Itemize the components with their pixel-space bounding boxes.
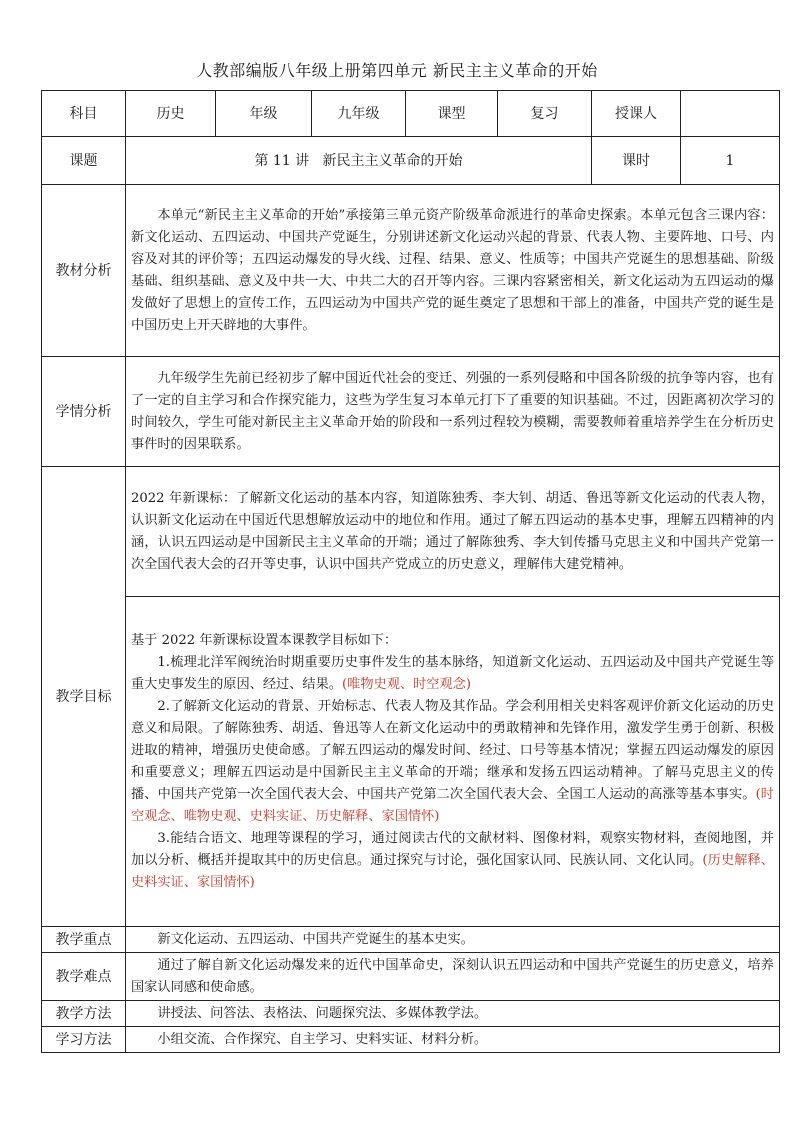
objectives-intro: 基于 2022 年新课标设置本课教学目标如下：: [131, 632, 398, 648]
class-hours-value: 1: [681, 137, 780, 185]
student-analysis-row: [42, 357, 780, 467]
difficulties-text: 通过了解自新文化运动爆发来的近代中国革命史，深刻认识五四运动和中国共产党诞生的历史意义，培养国家认同感和使命感。: [126, 953, 780, 1001]
class-hours-label: 课时: [592, 137, 681, 185]
teaching-methods-text: 讲授法、问答法、表格法、问题探究法、多媒体教学法。: [126, 1001, 780, 1027]
topic-row: [42, 137, 780, 185]
student-analysis-label: 学情分析: [42, 357, 126, 467]
textbook-analysis-row: [42, 185, 780, 357]
learning-methods-row: [42, 1027, 780, 1053]
objectives-row: [42, 597, 780, 927]
lesson-plan-table: [41, 90, 780, 1053]
learning-methods-label: 学习方法: [42, 1027, 126, 1053]
objective-item: [131, 652, 774, 696]
grade-value: 九年级: [312, 91, 406, 137]
lesson-type-label: 课型: [406, 91, 498, 137]
curriculum-standard-text: 2022 年新课标：了解新文化运动的基本内容，知道陈独秀、李大钊、胡适、鲁迅等新文化运动的代表人物，认识新文化运动在中国近代思想解放运动中的地位和作用。通过了解五四运动的基本史事，理解五四精神的内涵，认识五四运动是中国新民主主义革命的开端；通过了解陈独秀、李大钊传播马克思主义和中国共产党第一次全国代表大会的召开等史事，认识中国共产党成立的历史意义，理解伟大建党精神。: [126, 467, 780, 597]
objective-text: 1.梳理北洋军阀统治时期重要历史事件发生的基本脉络，知道新文化运动、五四运动及中国共产党诞生等重大史事发生的原因、经过、结果。: [131, 654, 774, 692]
lesson-type-value: 复习: [498, 91, 592, 137]
document-title: 人教部编版八年级上册第四单元 新民主主义革命的开始: [196, 61, 598, 80]
learning-methods-text: 小组交流、合作探究、自主学习、史料实证、材料分析。: [126, 1027, 780, 1053]
teacher-value: [681, 91, 780, 137]
student-analysis-text: 九年级学生先前已经初步了解中国近代社会的变迁、列强的一系列侵略和中国各阶级的抗争等内容，也有了一定的自主学习和合作探究能力，这些为学生复习本单元打下了重要的知识基础。不过，因距离初次学习的时间较久，学生可能对新民主主义革命开始的阶段和一系列过程较为模糊，需要教师着重培养学生在分析历史事件时的因果联系。: [126, 357, 780, 467]
key-points-label: 教学重点: [42, 927, 126, 953]
objective-text: 3.能结合语文、地理等课程的学习，通过阅读古代的文献材料、图像材料，观察实物材料，查阅地图，并加以分析、概括并提取其中的历史信息。通过探究与讨论，强化国家认同、民族认同、文化认同。: [131, 830, 774, 868]
objectives-content: [126, 597, 780, 927]
core-literacy-tag: (唯物史观、时空观念): [342, 676, 471, 692]
subject-label: 科目: [42, 91, 126, 137]
objectives-label: 教学目标: [42, 467, 126, 927]
subject-value: 历史: [126, 91, 216, 137]
difficulties-label: 教学难点: [42, 953, 126, 1001]
difficulties-row: [42, 953, 780, 1001]
teacher-label: 授课人: [592, 91, 681, 137]
topic-label: 课题: [42, 137, 126, 185]
objective-item: [131, 828, 774, 894]
curriculum-standard-row: [42, 467, 780, 597]
header-row: [42, 91, 780, 137]
key-points-text: 新文化运动、五四运动、中国共产党诞生的基本史实。: [126, 927, 780, 953]
topic-value: 第 11 讲 新民主主义革命的开始: [126, 137, 592, 185]
textbook-analysis-label: 教材分析: [42, 185, 126, 357]
core-literacy-tag: (历史解释、史料实证、家国情怀): [131, 852, 774, 890]
teaching-methods-row: [42, 1001, 780, 1027]
objective-text: 2.了解新文化运动的背景、开始标志、代表人物及其作品。学会利用相关史料客观评价新文化运动的历史意义和局限。了解陈独秀、胡适、鲁迅等人在新文化运动中的勇敢精神和先锋作用，激发学生勇于创新、积极进取的精神，增强历史使命感。了解五四运动的爆发时间、经过、口号等基本情况；掌握五四运动爆发的原因和重要意义；理解五四运动是中国新民主主义革命的开端；继承和发扬五四运动精神。了解马克思主义的传播、中国共产党第一次全国代表大会、中国共产党第二次全国代表大会、全国工人运动的高涨等基本事实。: [131, 698, 774, 802]
teaching-methods-label: 教学方法: [42, 1001, 126, 1027]
textbook-analysis-text: 本单元“新民主主义革命的开始”承接第三单元资产阶级革命派进行的革命史探索。本单元包含三课内容：新文化运动、五四运动、中国共产党诞生，分别讲述新文化运动兴起的背景、代表人物、主要阵地、口号、内容及对其的评价等；五四运动爆发的导火线、过程、结果、意义、性质等；中国共产党诞生的思想基础、阶级基础、组织基础、意义及中共一大、中共二大的召开等内容。三课内容紧密相关，新文化运动为五四运动的爆发做好了思想上的宣传工作，五四运动为中国共产党的诞生奠定了思想和干部上的准备，中国共产党的诞生是中国历史上开天辟地的大事件。: [126, 185, 780, 357]
objective-item: [131, 696, 774, 828]
grade-label: 年级: [216, 91, 312, 137]
core-literacy-tag: (时空观念、唯物史观、史料实证、历史解释、家国情怀): [131, 786, 774, 824]
key-points-row: [42, 927, 780, 953]
